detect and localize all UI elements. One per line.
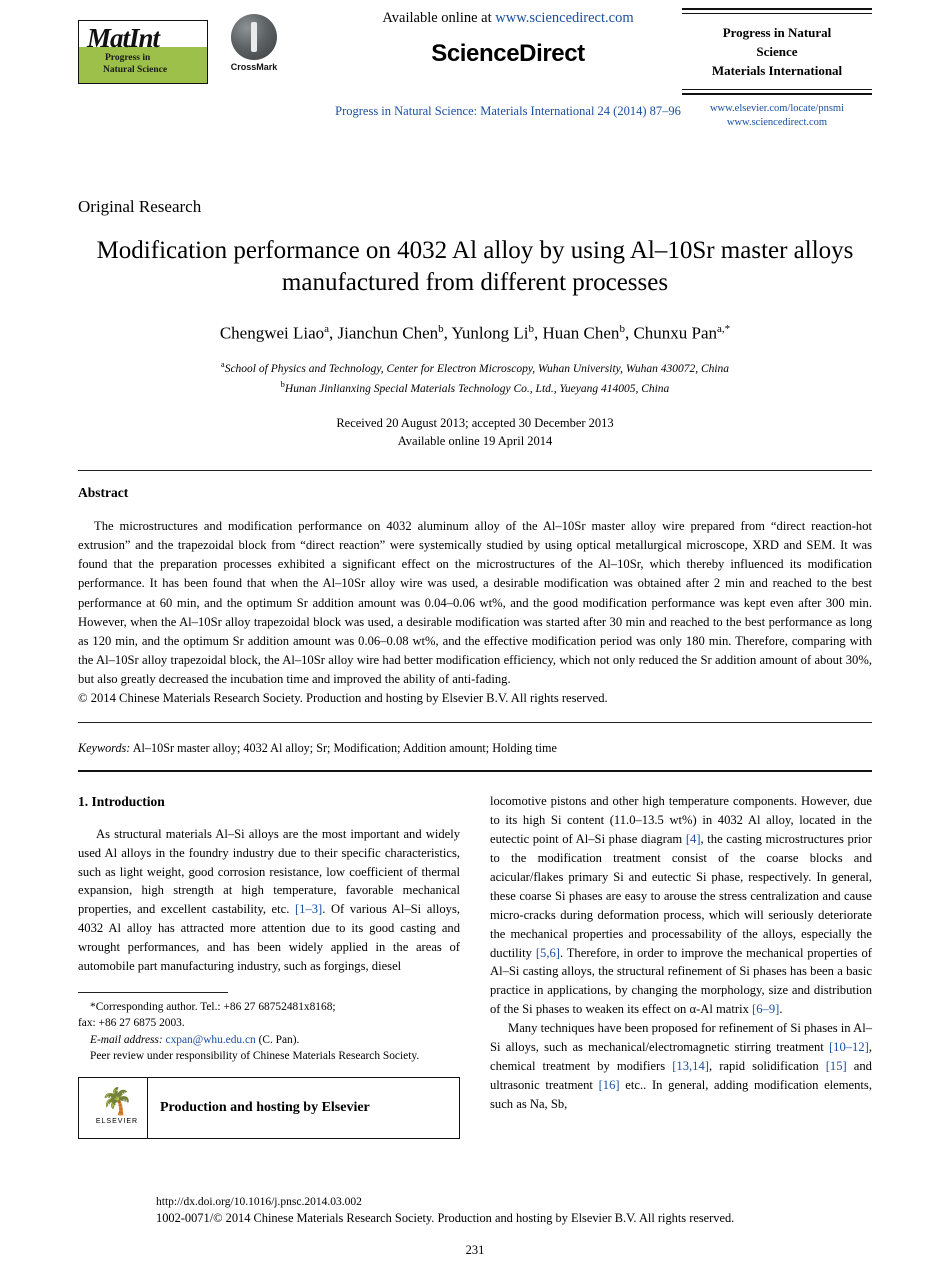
citation-10-12[interactable]: [10–12] <box>828 1040 869 1055</box>
intro-p2-part-b: , chemical treatment by modifiers <box>490 1040 872 1073</box>
affiliation-a: $^a$School of Physics and Technology, Center for Electron Microscopy, Wuhan University, Wuhan 430072, China <box>220 358 730 375</box>
journal-name <box>682 24 872 81</box>
elsevier-logo <box>87 1078 148 1138</box>
citation-13-14[interactable]: [13,14] <box>672 1058 709 1073</box>
intro-p1c-part-a: locomotive pistons and other high temperature components. However, due to its high Si content (11.0–13.5 wt%) in 4032 Al alloy, located in the eutectic point of Al–Si phase diagram <box>490 794 872 847</box>
masthead-center <box>293 0 723 119</box>
column-right <box>490 792 872 1139</box>
journal-homepage-link[interactable]: www.elsevier.com/locate/pnsmi <box>709 102 845 114</box>
divider-above-keywords <box>78 722 872 723</box>
author-list: Chengwei Liao$^a$, Jianchun Chen$^b$, Yunlong Li$^b$, Huan Chen$^b$, Chunxu Pan$^{a,*}$ <box>219 323 731 343</box>
page-title: Modification performance on 4032 Al alloy by using Al–10Sr master alloys manufactured from different processes <box>96 237 854 296</box>
sciencedirect-link[interactable]: www.sciencedirect.com <box>495 10 634 26</box>
article-dates <box>78 414 872 450</box>
intro-p2-part-e: etc.. In general, adding modification elements, such as Na, Sb, <box>490 1077 872 1111</box>
page-number: 231 <box>465 1243 485 1257</box>
article-content <box>78 197 872 1139</box>
production-hosting-text: Production and hosting by Elsevier <box>160 1100 370 1116</box>
keywords-text: Al–10Sr master alloy; 4032 Al alloy; Sr; Modification; Addition amount; Holding time <box>130 741 557 756</box>
column-left <box>78 792 460 1139</box>
email-line <box>78 1032 460 1049</box>
citation-6-9[interactable]: [6–9] <box>752 1002 780 1017</box>
journal-name-line-3: Materials International <box>711 62 843 78</box>
elsevier-tree-icon: 🌴 <box>100 1086 134 1116</box>
section-heading-introduction: 1. Introduction <box>78 794 165 810</box>
citation-1-3[interactable]: [1–3] <box>294 902 323 917</box>
intro-paragraph-1 <box>78 825 460 976</box>
intro-p2-part-a: Many techniques have been proposed for refinement of Si phases in Al–Si alloys, such as mechanical/electromagnetic stirring treatment <box>490 1021 872 1055</box>
available-online-line <box>293 10 723 27</box>
rule-bottom <box>682 89 872 95</box>
journal-links <box>682 102 872 130</box>
available-online-date: Available online 19 April 2014 <box>397 433 553 448</box>
intro-p1-part-a: As structural materials Al–Si alloys are the most important and widely used Al alloys in the foundry industry due to their specific characteristics, such as light weight, good corrosion resistance, low coefficient of thermal expansion, high strength at high temperature, favorable mechanical properties, and excellent castability, etc. <box>78 826 460 917</box>
intro-p1c-part-d: . <box>779 1002 783 1017</box>
corresponding-author-line: *Corresponding author. Tel.: +86 27 68752481x8168; <box>90 1000 336 1013</box>
affiliations <box>78 358 872 398</box>
citation-5-6[interactable]: [5,6] <box>535 945 560 960</box>
abstract-copyright: © 2014 Chinese Materials Research Society. Production and hosting by Elsevier B.V. All rights reserved. <box>78 691 608 706</box>
journal-name-line-1: Progress in Natural <box>722 25 832 40</box>
available-online-prefix: Available online at <box>382 10 496 26</box>
sciencedirect-wordmark: ScienceDirect <box>431 40 585 67</box>
article-type: Original Research <box>78 197 202 216</box>
page-footer <box>78 1196 872 1226</box>
intro-paragraph-1-continued <box>490 792 872 1019</box>
abstract-heading: Abstract <box>78 485 129 501</box>
journal-name-line-2: Science <box>756 43 798 59</box>
elsevier-production-box <box>78 1077 460 1139</box>
divider-above-body <box>78 770 872 772</box>
intro-p1c-part-c: . Therefore, in order to improve the mechanical properties of Al–Si casting alloys, the structural refinement of Si phases has been a basic practice in applications, by changing the morphology, size and distribution of the Si phases to weaken its effect on α-Al matrix <box>490 945 872 1017</box>
logo-wordmark: MatInt <box>87 23 160 53</box>
intro-p1c-part-b: , the casting microstructures prior to the modification treatment consist of the coarse blocks and acicular/flakes primary Si and eutectic Si phase, respectively. In general, these coarse Si phases are easy to arouse the stress centralization and cause micro-cracks during deformation process, which will seriously deteriorate the mechanical properties and processability of the alloys, especially the ductility <box>490 832 872 960</box>
intro-p2-part-d: and ultrasonic treatment <box>490 1058 872 1092</box>
abstract-body <box>78 517 872 708</box>
logo-subtitle-2: Natural Science <box>103 65 168 75</box>
issn-copyright-line: 1002-0071/© 2014 Chinese Materials Research Society. Production and hosting by Elsevier B.V. All rights reserved. <box>156 1211 735 1225</box>
journal-logo <box>78 20 208 84</box>
intro-p2-part-c: , rapid solidification <box>708 1058 826 1073</box>
sciencedirect-homepage-link[interactable]: www.sciencedirect.com <box>726 116 828 128</box>
keywords-label: Keywords: <box>78 741 131 756</box>
footnote-block <box>78 999 460 1065</box>
intro-p1-part-b: . Of various Al–Si alloys, 4032 Al alloy has attracted more attention due to its good casting and wrought performances, and has been widely applied in the areas of automobile part manufacturing industry, such as forgings, diesel <box>78 902 460 973</box>
citation-15[interactable]: [15] <box>825 1058 847 1073</box>
affiliation-b: $^b$Hunan Jinlianxing Special Materials Technology Co., Ltd., Yueyang 414005, China <box>280 378 670 395</box>
keywords <box>78 741 872 756</box>
abstract-text: The microstructures and modification performance on 4032 aluminum alloy of the Al–10Sr master alloy wire prepared from “direct reaction-hot extrusion” and the trapezoidal block from “direct reaction” were systemically studied by using optical metallurgical microscope, XRD and SEM. It was found that the preparation processes exhibited a significant effect on the microstructures of the Al–10Sr, which thereby influenced its modification performance. It has been found that when the Al–10Sr alloy wire was used, a desirable modification was obtained after 2 min and reached to the best performance at 60 min, and the optimum Sr addition amount was 0.04–0.06 wt%, and the good modification performance was kept even after 300 min. However, when the Al–10Sr alloy trapezoidal block was used, a desirable modification was started after 30 min and reached to the best performance as long as 120 min, and the optimum Sr addition amount was 0.06–0.08 wt%, and the effective modification period was only 180 min. Therefore, comparing with the Al–10Sr alloy trapezoidal block, the Al–10Sr alloy wire had better modification efficiency, which not only reduced the Sr addition amount of about 30%, but also greatly decreased the incubation time and improved the ability of anti-fading. <box>78 519 872 687</box>
crossmark-label: CrossMark <box>230 62 278 72</box>
body-columns <box>78 792 872 1139</box>
crossmark-icon <box>231 14 277 60</box>
doi-link[interactable]: http://dx.doi.org/10.1016/j.pnsc.2014.03.002 <box>156 1196 362 1208</box>
divider-above-abstract <box>78 470 872 471</box>
received-date: Received 20 August 2013; accepted 30 December 2013 <box>336 415 614 430</box>
crossmark-badge[interactable] <box>223 14 285 72</box>
masthead <box>78 0 872 185</box>
email-address[interactable]: cxpan@whu.edu.cn <box>162 1033 256 1046</box>
email-suffix: (C. Pan). <box>255 1033 300 1046</box>
rule-top <box>682 8 872 14</box>
logo-subtitle-1: Progress in <box>105 53 151 63</box>
journal-title-block <box>682 8 872 130</box>
intro-paragraph-2 <box>490 1019 872 1113</box>
footnote-divider <box>78 992 228 993</box>
peer-review-line: Peer review under responsibility of Chinese Materials Research Society. <box>90 1050 420 1063</box>
email-label: E-mail address: <box>90 1033 163 1046</box>
fax-line: fax: +86 27 6875 2003. <box>78 1017 185 1030</box>
citation-16[interactable]: [16] <box>598 1077 620 1092</box>
citation-4[interactable]: [4] <box>685 832 701 847</box>
journal-citation-line: Progress in Natural Science: Materials International 24 (2014) 87–96 <box>335 104 681 118</box>
elsevier-wordmark: ELSEVIER <box>95 1117 139 1125</box>
